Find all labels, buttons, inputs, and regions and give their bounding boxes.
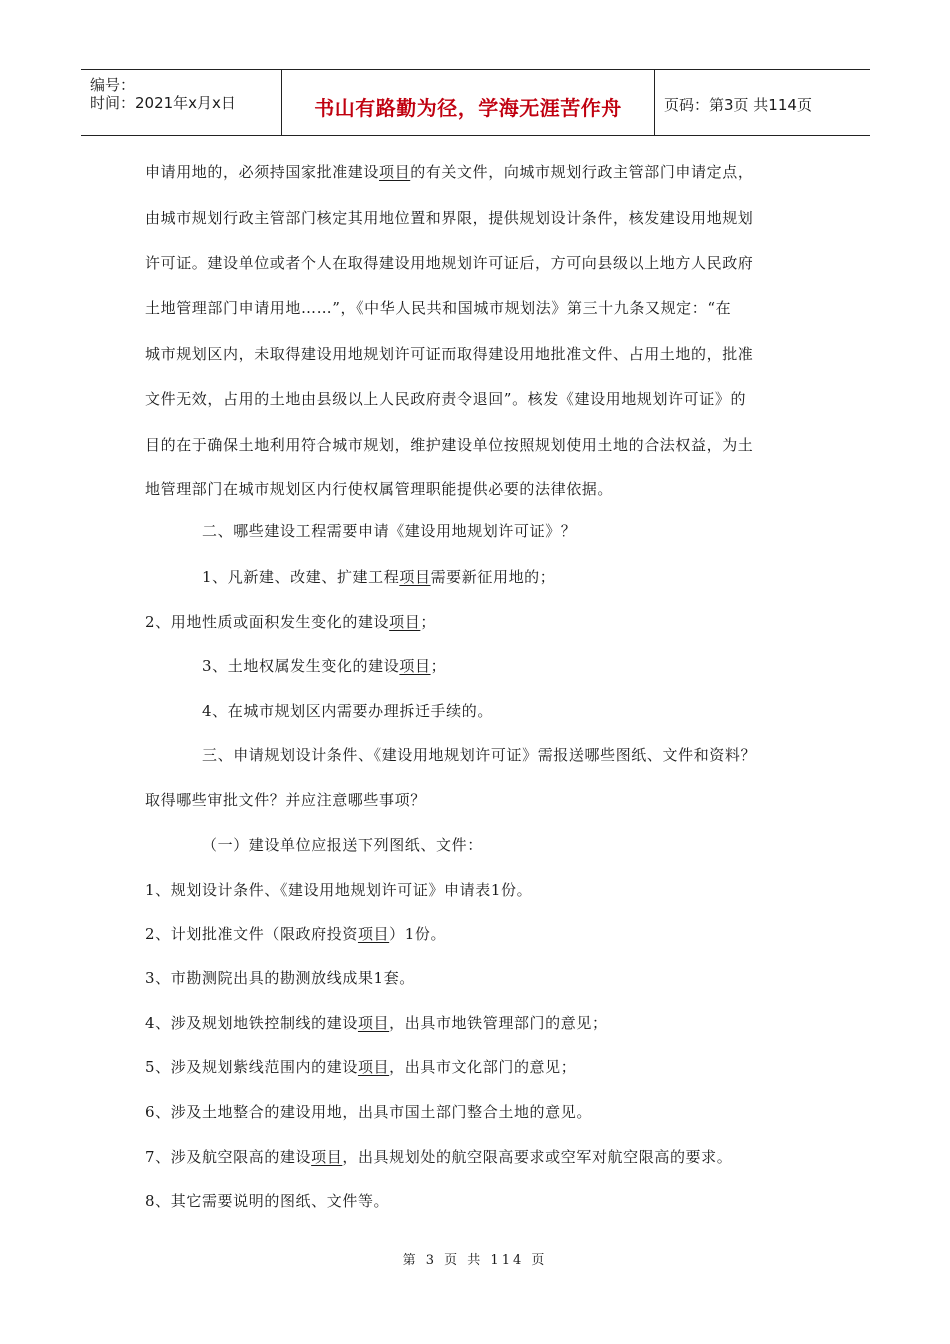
header-motto-cell — [282, 70, 655, 135]
project-link[interactable]: 项目 — [379, 163, 411, 181]
paragraph-line: 文件无效，占用的土地由县级以上人民政府责令退回”。核发《建设用地规划许可证》的 — [145, 390, 747, 408]
project-link[interactable]: 项目 — [389, 613, 421, 631]
section-heading: 三、申请规划设计条件、《建设用地规划许可证》需报送哪些图纸、文件和资料？ — [202, 746, 757, 764]
list-item — [145, 1057, 576, 1077]
list-item: 3、市勘测院出具的勘测放线成果1套。 — [145, 969, 415, 987]
project-link[interactable]: 项目 — [399, 657, 431, 675]
subsection-heading: （一）建设单位应报送下列图纸、文件： — [202, 836, 483, 854]
project-link[interactable]: 项目 — [357, 1058, 390, 1076]
text-span: 7、涉及航空限高的建设 — [145, 1148, 312, 1166]
document-header-table — [81, 69, 870, 136]
header-page-cell — [655, 70, 870, 135]
text-span: 的有关文件，向城市规划行政主管部门申请定点， — [410, 163, 754, 181]
paragraph-line: 城市规划区内，未取得建设用地规划许可证而取得建设用地批准文件、占用土地的，批准 — [145, 345, 754, 363]
project-link[interactable]: 项目 — [357, 925, 390, 943]
header-info-cell — [81, 70, 282, 135]
text-span: ； — [420, 613, 436, 631]
document-date-label: 时间：2021年x月x日 — [90, 94, 236, 112]
list-item — [202, 567, 555, 587]
paragraph-line — [145, 162, 753, 182]
text-span: 5、涉及规划紫线范围内的建设 — [145, 1058, 358, 1076]
paragraph-line: 目的在于确保土地利用符合城市规划，维护建设单位按照规划使用土地的合法权益，为土 — [145, 436, 754, 454]
text-span: 2、用地性质或面积发生变化的建设 — [145, 613, 390, 631]
document-number-label: 编号： — [90, 76, 136, 94]
paragraph-line: 由城市规划行政主管部门核定其用地位置和界限，提供规划设计条件，核发建设用地规划 — [145, 209, 754, 227]
list-item — [145, 612, 436, 632]
text-span: 需要新征用地的； — [430, 568, 556, 586]
text-span: 3、土地权属发生变化的建设 — [202, 657, 400, 675]
list-item — [145, 1013, 608, 1033]
paragraph-line: 地管理部门在城市规划区内行使权属管理职能提供必要的法律依据。 — [145, 480, 614, 498]
section-heading: 二、哪些建设工程需要申请《建设用地规划许可证》？ — [202, 522, 577, 540]
list-item: 6、涉及土地整合的建设用地，出具市国土部门整合土地的意见。 — [145, 1103, 592, 1121]
text-span: ，出具市文化部门的意见； — [389, 1058, 577, 1076]
list-item — [145, 1147, 732, 1167]
text-span: 1、凡新建、改建、扩建工程 — [202, 568, 400, 586]
text-span: ； — [430, 657, 447, 675]
text-span: 申请用地的，必须持国家批准建设 — [145, 163, 380, 181]
list-item: 8、其它需要说明的图纸、文件等。 — [145, 1192, 390, 1210]
list-item: 1、规划设计条件、《建设用地规划许可证》申请表1份。 — [145, 881, 533, 899]
header-motto: 书山有路勤为径，学海无涯苦作舟 — [314, 96, 622, 120]
project-link[interactable]: 项目 — [399, 568, 431, 586]
text-span: 4、涉及规划地铁控制线的建设 — [145, 1014, 358, 1032]
list-item: 4、在城市规划区内需要办理拆迁手续的。 — [202, 702, 493, 720]
paragraph-line: 土地管理部门申请用地……”，《中华人民共和国城市规划法》第三十九条又规定：“在 — [145, 299, 732, 317]
header-page-number: 页码：第3页 共114页 — [664, 96, 812, 114]
list-item — [202, 656, 446, 676]
text-span: 2、计划批准文件（限政府投资 — [145, 925, 358, 943]
section-heading-continued: 取得哪些审批文件？并应注意哪些事项？ — [145, 791, 426, 809]
page-footer: 第 3 页 共 114 页 — [402, 1253, 548, 1268]
text-span: ，出具市地铁管理部门的意见； — [389, 1014, 608, 1032]
project-link[interactable]: 项目 — [357, 1014, 390, 1032]
list-item — [145, 924, 446, 944]
project-link[interactable]: 项目 — [311, 1148, 343, 1166]
paragraph-line: 许可证。建设单位或者个人在取得建设用地规划许可证后，方可向县级以上地方人民政府 — [145, 254, 754, 272]
text-span: ）1份。 — [389, 925, 447, 943]
text-span: ，出具规划处的航空限高要求或空军对航空限高的要求。 — [342, 1148, 733, 1166]
